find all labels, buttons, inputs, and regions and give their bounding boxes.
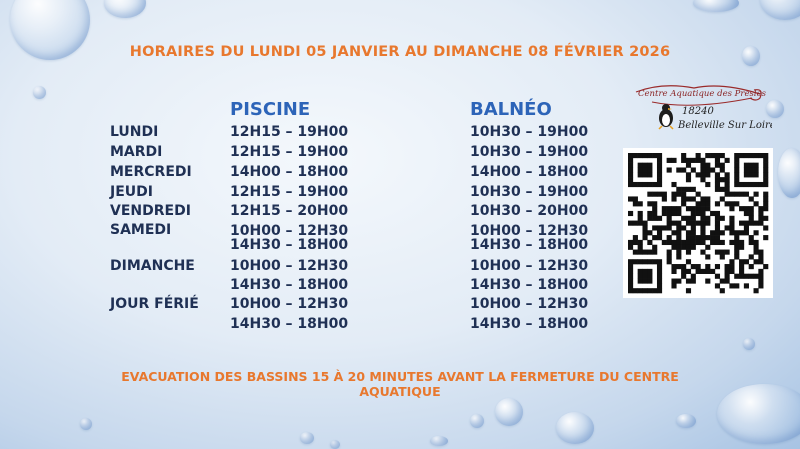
piscine-time: 12H15 – 19H00: [230, 184, 349, 200]
balneo-time: 10H30 – 19H00: [470, 144, 589, 160]
balneo-time: 10H00 – 12H30: [470, 258, 589, 274]
balneo-time: 10H30 – 19H00: [470, 184, 589, 200]
column-heading-piscine: PISCINE: [230, 99, 311, 120]
evacuation-notice-line1: EVACUATION DES BASSINS 15 À 20 MINUTES AVANT LA FERMETURE DU CENTRE: [121, 369, 679, 384]
qr-code-icon: [623, 148, 773, 298]
balneo-time: 14H30 – 18H00: [470, 237, 589, 253]
day-label-samedi: SAMEDI: [110, 222, 172, 238]
day-label-jour-ferie: JOUR FÉRIÉ: [110, 296, 199, 312]
balneo-time: 14H00 – 18H00: [470, 164, 589, 180]
bubble-decoration: [556, 412, 594, 444]
centre-aquatique-logo: [632, 80, 772, 138]
day-label-vendredi: VENDREDI: [110, 203, 191, 219]
logo-name-text: Centre Aquatique des Presles: [638, 89, 766, 99]
balneo-time: 14H30 – 18H00: [470, 316, 589, 332]
bubble-decoration: [676, 414, 696, 428]
bubble-decoration: [693, 0, 739, 12]
evacuation-notice-line2: AQUATIQUE: [359, 384, 441, 399]
piscine-time: 14H00 – 18H00: [230, 164, 349, 180]
piscine-time: 12H15 – 20H00: [230, 203, 349, 219]
bubble-decoration: [33, 86, 46, 99]
bubble-decoration: [760, 0, 800, 20]
bubble-decoration: [300, 432, 314, 444]
piscine-time: 14H30 – 18H00: [230, 237, 349, 253]
balneo-time: 14H30 – 18H00: [470, 277, 589, 293]
piscine-time: 12H15 – 19H00: [230, 144, 349, 160]
day-label-mercredi: MERCREDI: [110, 164, 192, 180]
bubble-decoration: [430, 436, 448, 446]
qr-code[interactable]: [623, 148, 773, 298]
bubble-decoration: [495, 398, 523, 426]
bubble-decoration: [470, 414, 484, 428]
day-label-jeudi: JEUDI: [110, 184, 153, 200]
day-label-mardi: MARDI: [110, 144, 163, 160]
logo-postcode: 18240: [682, 106, 714, 117]
piscine-time: 10H00 – 12H30: [230, 258, 349, 274]
schedule-title: HORAIRES DU LUNDI 05 JANVIER AU DIMANCHE 08 FÉVRIER 2026: [129, 44, 671, 60]
piscine-time: 12H15 – 19H00: [230, 124, 349, 140]
piscine-time: 10H00 – 12H30: [230, 223, 349, 239]
piscine-time: 14H30 – 18H00: [230, 316, 349, 332]
balneo-time: 10H30 – 20H00: [470, 203, 589, 219]
evacuation-notice: [110, 369, 690, 399]
bubble-decoration: [330, 440, 340, 449]
bubble-decoration: [80, 418, 92, 430]
day-label-lundi: LUNDI: [110, 124, 159, 140]
piscine-time: 10H00 – 12H30: [230, 296, 349, 312]
column-heading-balneo: BALNÉO: [470, 99, 552, 120]
bubble-decoration: [717, 384, 800, 444]
bubble-decoration: [104, 0, 146, 18]
day-label-dimanche: DIMANCHE: [110, 258, 195, 274]
balneo-time: 10H00 – 12H30: [470, 223, 589, 239]
bubble-decoration: [743, 338, 755, 350]
bubble-decoration: [778, 148, 800, 198]
swimmer-logo-icon: [632, 80, 772, 138]
piscine-time: 14H30 – 18H00: [230, 277, 349, 293]
balneo-time: 10H00 – 12H30: [470, 296, 589, 312]
logo-town: Belleville Sur Loire: [678, 120, 772, 131]
balneo-time: 10H30 – 19H00: [470, 124, 589, 140]
